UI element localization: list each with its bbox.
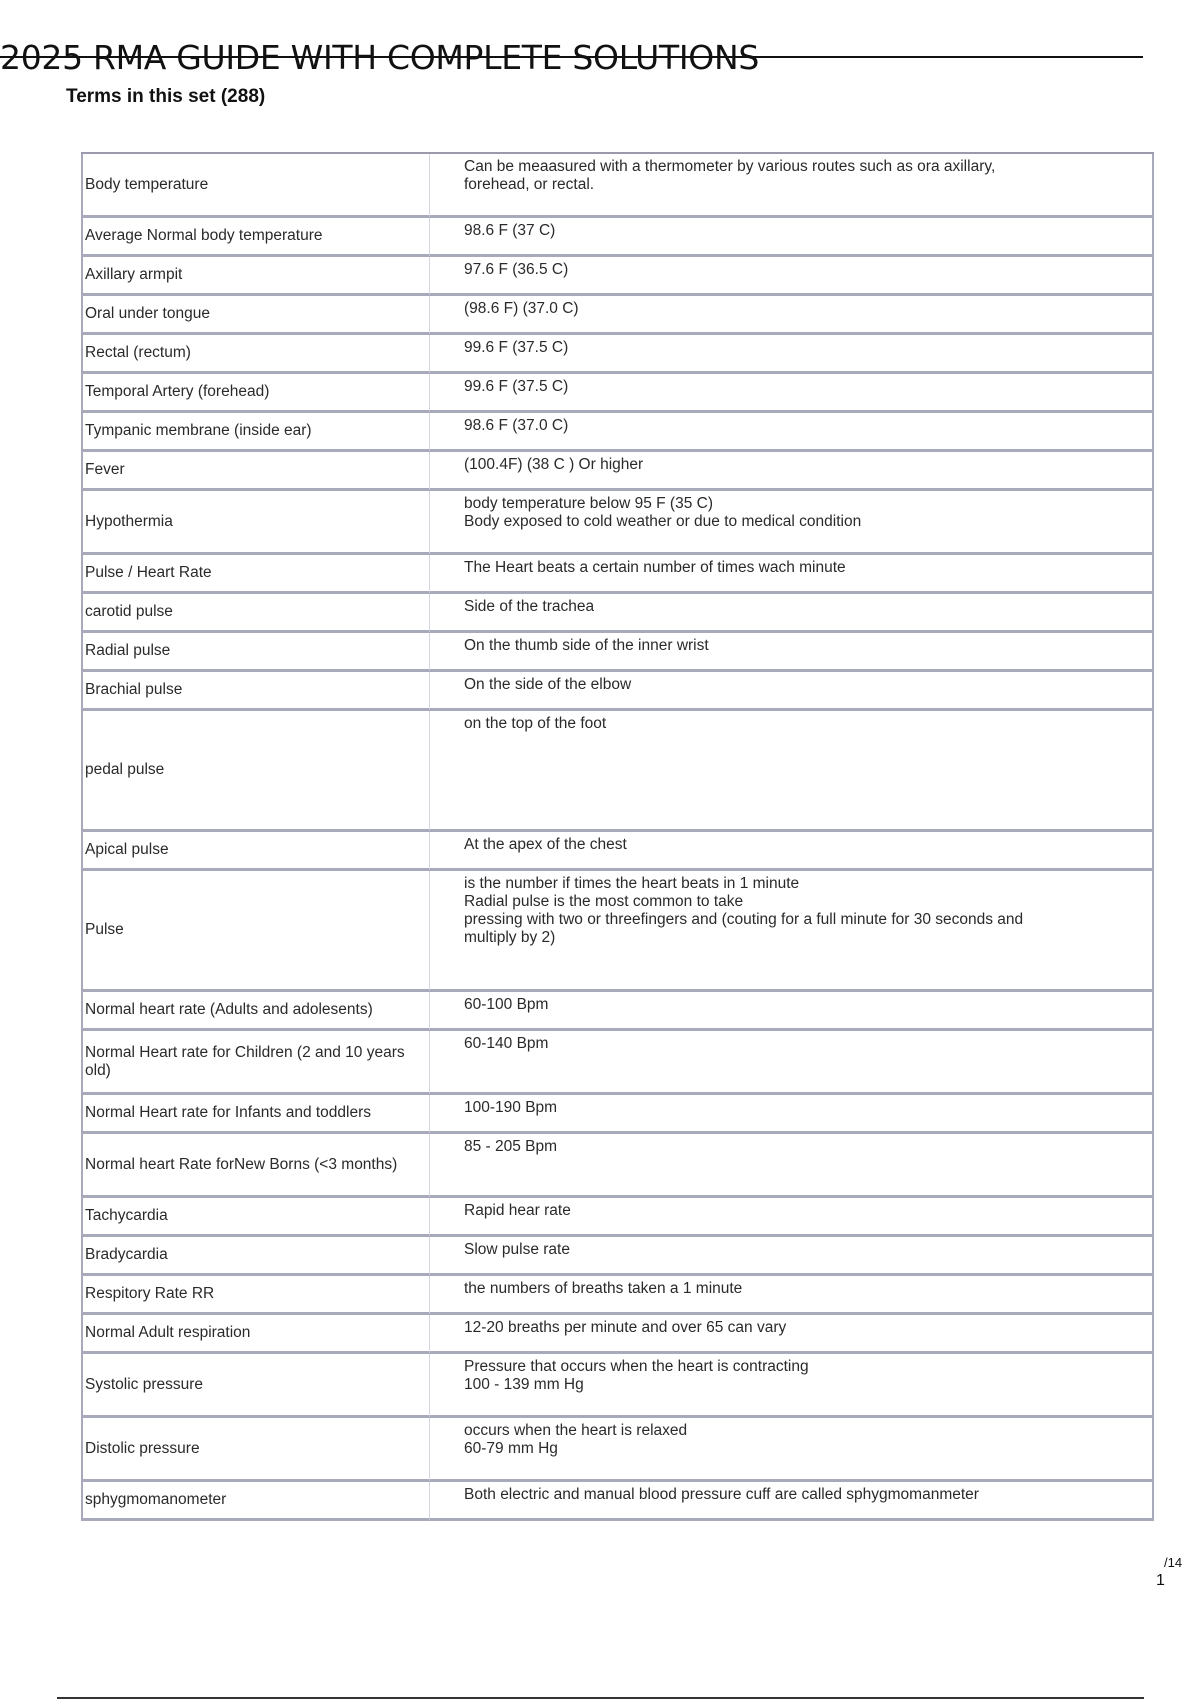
definition-cell: The Heart beats a certain number of times wach minute xyxy=(430,555,1154,594)
term-row xyxy=(81,296,1154,335)
document-title: 2025 RMA GUIDE WITH COMPLETE SOLUTIONS xyxy=(0,38,760,77)
definition-cell: 99.6 F (37.5 C) xyxy=(430,335,1154,374)
title-strikethrough-rule xyxy=(0,56,1143,58)
term-row xyxy=(81,1095,1154,1134)
term-cell: Brachial pulse xyxy=(81,672,430,711)
term-cell: Average Normal body temperature xyxy=(81,218,430,257)
definition-cell: 100-190 Bpm xyxy=(430,1095,1154,1134)
definition-cell: 12-20 breaths per minute and over 65 can vary xyxy=(430,1315,1154,1354)
term-row xyxy=(81,1134,1154,1198)
term-cell: Distolic pressure xyxy=(81,1418,430,1482)
definition-cell: On the side of the elbow xyxy=(430,672,1154,711)
definition-cell: body temperature below 95 F (35 C) Body exposed to cold weather or due to medical condition xyxy=(430,491,1154,555)
term-row xyxy=(81,452,1154,491)
term-cell: pedal pulse xyxy=(81,711,430,832)
term-cell: Rectal (rectum) xyxy=(81,335,430,374)
definition-cell: On the thumb side of the inner wrist xyxy=(430,633,1154,672)
term-cell: Temporal Artery (forehead) xyxy=(81,374,430,413)
term-row xyxy=(81,871,1154,992)
definition-cell: 85 - 205 Bpm xyxy=(430,1134,1154,1198)
term-cell: Radial pulse xyxy=(81,633,430,672)
term-row xyxy=(81,672,1154,711)
term-cell: carotid pulse xyxy=(81,594,430,633)
term-row xyxy=(81,1418,1154,1482)
term-cell: Normal Heart rate for Children (2 and 10 years old) xyxy=(81,1031,430,1095)
term-row xyxy=(81,633,1154,672)
definition-cell: 60-140 Bpm xyxy=(430,1031,1154,1095)
page-number: 1 xyxy=(1156,1572,1165,1589)
term-row xyxy=(81,374,1154,413)
term-row xyxy=(81,1354,1154,1418)
term-row xyxy=(81,992,1154,1031)
term-cell: Pulse / Heart Rate xyxy=(81,555,430,594)
terms-count-heading: Terms in this set (288) xyxy=(66,86,266,107)
definition-cell: Slow pulse rate xyxy=(430,1237,1154,1276)
definition-cell: Side of the trachea xyxy=(430,594,1154,633)
term-cell: Normal heart rate (Adults and adolesents) xyxy=(81,992,430,1031)
term-cell: Fever xyxy=(81,452,430,491)
term-cell: Normal Adult respiration xyxy=(81,1315,430,1354)
term-cell: Tachycardia xyxy=(81,1198,430,1237)
definition-cell: 99.6 F (37.5 C) xyxy=(430,374,1154,413)
page-total: /14 xyxy=(1164,1555,1183,1570)
term-row xyxy=(81,1315,1154,1354)
term-cell: Systolic pressure xyxy=(81,1354,430,1418)
definition-cell: is the number if times the heart beats in 1 minute Radial pulse is the most common to take pressing with two or threefingers and (couting for a full minute for 30 seconds and multiply by 2) xyxy=(430,871,1154,992)
term-row xyxy=(81,413,1154,452)
definition-cell: the numbers of breaths taken a 1 minute xyxy=(430,1276,1154,1315)
definition-cell: (100.4F) (38 C ) Or higher xyxy=(430,452,1154,491)
definition-cell: Both electric and manual blood pressure cuff are called sphygmomanmeter xyxy=(430,1482,1154,1521)
definition-cell: At the apex of the chest xyxy=(430,832,1154,871)
term-cell: Normal heart Rate forNew Borns (<3 months) xyxy=(81,1134,430,1198)
term-cell: Normal Heart rate for Infants and toddlers xyxy=(81,1095,430,1134)
terms-table xyxy=(81,152,1154,1521)
term-cell: Apical pulse xyxy=(81,832,430,871)
term-cell: Pulse xyxy=(81,871,430,992)
definition-cell: (98.6 F) (37.0 C) xyxy=(430,296,1154,335)
definition-cell: Can be meaasured with a thermometer by various routes such as ora axillary, forehead, or rectal. xyxy=(430,154,1154,218)
term-row xyxy=(81,555,1154,594)
term-row xyxy=(81,832,1154,871)
term-row xyxy=(81,1482,1154,1521)
term-row xyxy=(81,1276,1154,1315)
term-row xyxy=(81,257,1154,296)
definition-cell: 98.6 F (37 C) xyxy=(430,218,1154,257)
definition-cell: 97.6 F (36.5 C) xyxy=(430,257,1154,296)
term-cell: Axillary armpit xyxy=(81,257,430,296)
term-row xyxy=(81,491,1154,555)
definition-cell: 98.6 F (37.0 C) xyxy=(430,413,1154,452)
term-row xyxy=(81,335,1154,374)
term-cell: Respitory Rate RR xyxy=(81,1276,430,1315)
definition-cell: occurs when the heart is relaxed 60-79 mm Hg xyxy=(430,1418,1154,1482)
term-row xyxy=(81,594,1154,633)
term-row xyxy=(81,1198,1154,1237)
term-cell: Oral under tongue xyxy=(81,296,430,335)
term-cell: sphygmomanometer xyxy=(81,1482,430,1521)
term-row xyxy=(81,218,1154,257)
definition-cell: Pressure that occurs when the heart is contracting 100 - 139 mm Hg xyxy=(430,1354,1154,1418)
term-row xyxy=(81,1237,1154,1276)
term-cell: Hypothermia xyxy=(81,491,430,555)
term-cell: Tympanic membrane (inside ear) xyxy=(81,413,430,452)
term-cell: Bradycardia xyxy=(81,1237,430,1276)
term-row xyxy=(81,154,1154,218)
term-row xyxy=(81,1031,1154,1095)
definition-cell: Rapid hear rate xyxy=(430,1198,1154,1237)
terms-table-body xyxy=(81,154,1154,1521)
definition-cell: on the top of the foot xyxy=(430,711,1154,832)
definition-cell: 60-100 Bpm xyxy=(430,992,1154,1031)
footer-rule xyxy=(57,1697,1144,1699)
term-row xyxy=(81,711,1154,832)
term-cell: Body temperature xyxy=(81,154,430,218)
